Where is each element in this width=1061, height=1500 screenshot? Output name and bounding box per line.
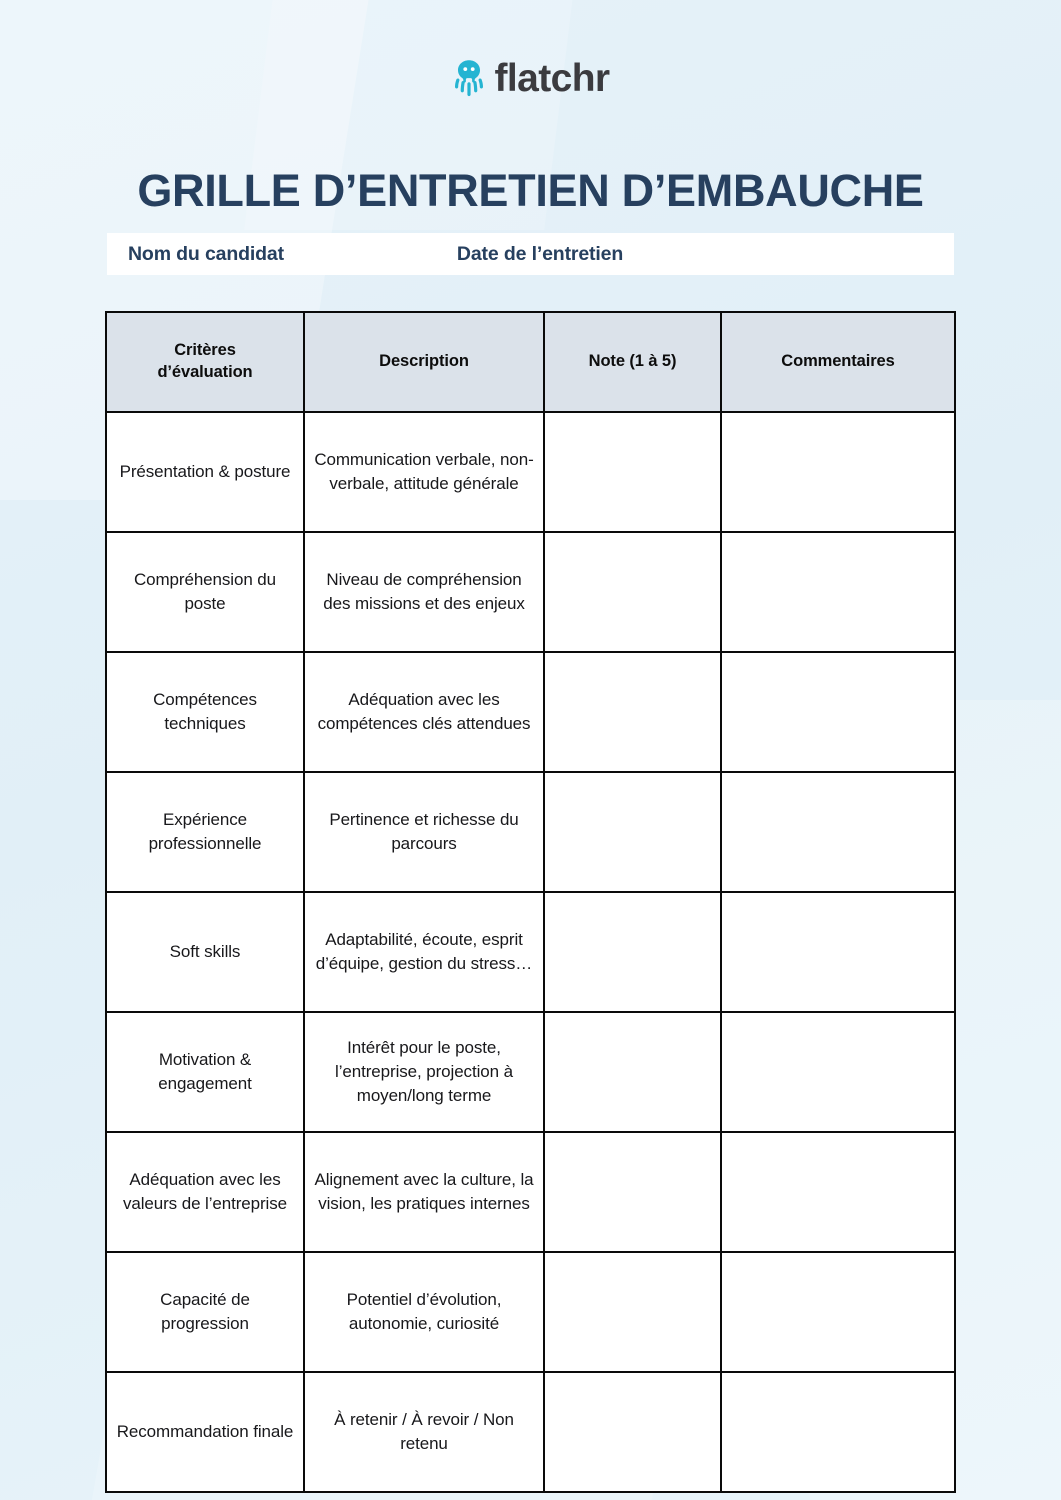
- cell-note-input[interactable]: [544, 1372, 721, 1492]
- cell-note-input[interactable]: [544, 652, 721, 772]
- cell-comment-input[interactable]: [721, 1012, 955, 1132]
- cell-description: Adaptabilité, écoute, esprit d’équipe, gestion du stress…: [304, 892, 544, 1012]
- table-row: [106, 892, 955, 1012]
- page-title: GRILLE D’ENTRETIEN D’EMBAUCHE: [137, 165, 924, 217]
- evaluation-grid: [105, 311, 954, 1493]
- brand-wordmark: flatchr: [494, 56, 610, 100]
- cell-comment-input[interactable]: [721, 1372, 955, 1492]
- table-row: [106, 652, 955, 772]
- cell-description: Niveau de compréhension des missions et des enjeux: [304, 532, 544, 652]
- cell-description: Alignement avec la culture, la vision, les pratiques internes: [304, 1132, 544, 1252]
- cell-comment-input[interactable]: [721, 412, 955, 532]
- cell-comment-input[interactable]: [721, 1252, 955, 1372]
- cell-note-input[interactable]: [544, 892, 721, 1012]
- cell-criterion: Motivation & engagement: [106, 1012, 304, 1132]
- cell-comment-input[interactable]: [721, 892, 955, 1012]
- column-header-criterion-line2: d’évaluation: [157, 363, 253, 381]
- cell-description: Potentiel d’évolution, autonomie, curiosité: [304, 1252, 544, 1372]
- table-row: [106, 772, 955, 892]
- cell-criterion: Capacité de progression: [106, 1252, 304, 1372]
- cell-criterion: Soft skills: [106, 892, 304, 1012]
- table-body: [106, 412, 955, 1492]
- column-header-criterion-line1: Critères: [174, 341, 236, 360]
- table-row: [106, 412, 955, 532]
- cell-comment-input[interactable]: [721, 772, 955, 892]
- table-header-row: [106, 312, 955, 412]
- cell-description: Adéquation avec les compétences clés attendues: [304, 652, 544, 772]
- candidate-meta-bar: [107, 233, 954, 275]
- table-row: [106, 1012, 955, 1132]
- cell-description: À retenir / À revoir / Non retenu: [304, 1372, 544, 1492]
- cell-comment-input[interactable]: [721, 532, 955, 652]
- interview-date-label: Date de l’entretien: [456, 242, 624, 265]
- table-header: [106, 312, 955, 412]
- interview-date-field[interactable]: [296, 233, 635, 275]
- cell-description: Communication verbale, non-verbale, attitude générale: [304, 412, 544, 532]
- cell-comment-input[interactable]: [721, 652, 955, 772]
- cell-note-input[interactable]: [544, 1132, 721, 1252]
- cell-comment-input[interactable]: [721, 1132, 955, 1252]
- evaluation-table: [105, 311, 956, 1493]
- cell-criterion: Compétences techniques: [106, 652, 304, 772]
- cell-note-input[interactable]: [544, 1252, 721, 1372]
- cell-description: Pertinence et richesse du parcours: [304, 772, 544, 892]
- cell-criterion: Expérience professionnelle: [106, 772, 304, 892]
- column-header-comments: Commentaires: [721, 312, 955, 412]
- table-row: [106, 532, 955, 652]
- candidate-name-label: Nom du candidat: [128, 242, 284, 265]
- cell-criterion: Présentation & posture: [106, 412, 304, 532]
- table-row: [106, 1372, 955, 1492]
- octopus-icon: [452, 58, 486, 98]
- cell-criterion: Adéquation avec les valeurs de l’entreprise: [106, 1132, 304, 1252]
- cell-criterion: Compréhension du poste: [106, 532, 304, 652]
- column-header-description: Description: [304, 312, 544, 412]
- column-header-criterion: [106, 312, 304, 412]
- column-header-note: Note (1 à 5): [544, 312, 721, 412]
- table-row: [106, 1252, 955, 1372]
- cell-description: Intérêt pour le poste, l’entreprise, projection à moyen/long terme: [304, 1012, 544, 1132]
- brand-logo: [0, 58, 1061, 98]
- cell-note-input[interactable]: [544, 772, 721, 892]
- cell-note-input[interactable]: [544, 1012, 721, 1132]
- cell-criterion: Recommandation finale: [106, 1372, 304, 1492]
- table-row: [106, 1132, 955, 1252]
- candidate-name-field[interactable]: [107, 233, 296, 275]
- cell-note-input[interactable]: [544, 532, 721, 652]
- cell-note-input[interactable]: [544, 412, 721, 532]
